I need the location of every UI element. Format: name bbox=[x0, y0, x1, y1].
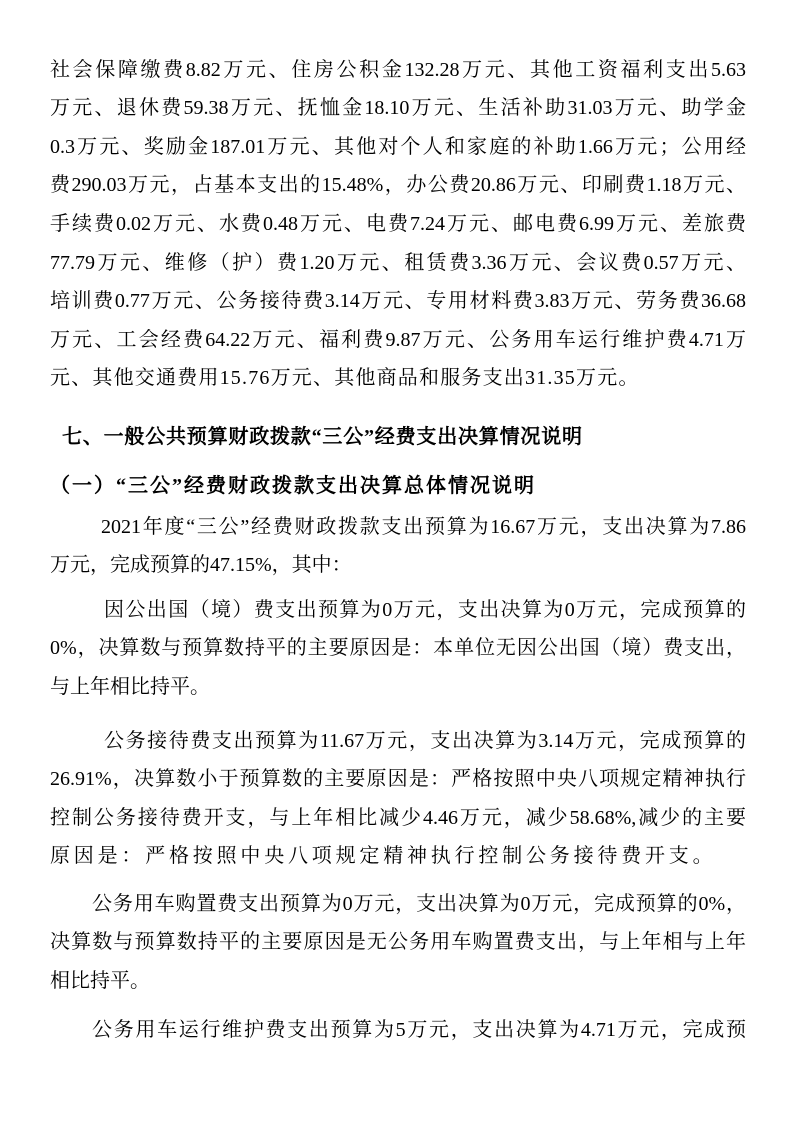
paragraph-line: 公务接待费支出预算为11.67万元，支出决算为3.14万元，完成预算的 bbox=[104, 729, 746, 752]
expense-breakdown-paragraph bbox=[50, 51, 746, 398]
vehicle-operation-paragraph bbox=[50, 1011, 746, 1050]
paragraph-line: 0%，决算数与预算数持平的主要原因是：本单位无因公出国（境）费支出， bbox=[50, 637, 746, 660]
paragraph-line: 相比持平。 bbox=[50, 969, 150, 992]
paragraph-line: 2021年度“三公”经费财政拨款支出预算为16.67万元，支出决算为7.86 bbox=[101, 515, 746, 538]
paragraph-line: 元、其他交通费用15.76万元、其他商品和服务支出31.35万元。 bbox=[50, 367, 640, 390]
paragraph-line: 因公出国（境）费支出预算为0万元，支出决算为0万元，完成预算的 bbox=[104, 598, 746, 621]
paragraph-line: 77.79万元、维修（护）费1.20万元、租赁费3.36万元、会议费0.57万元、 bbox=[50, 251, 746, 274]
paragraph-line: 万元、退休费59.38万元、抚恤金18.10万元、生活补助31.03万元、助学金 bbox=[50, 97, 746, 120]
paragraph-line: 与上年相比持平。 bbox=[50, 675, 210, 698]
paragraph-line: 社会保障缴费8.82万元、住房公积金132.28万元、其他工资福利支出5.63 bbox=[50, 58, 746, 81]
section-heading: 七、一般公共预算财政拨款“三公”经费支出决算情况说明 bbox=[62, 425, 583, 448]
paragraph-line: 0.3万元、奖励金187.01万元、其他对个人和家庭的补助1.66万元；公用经 bbox=[50, 135, 746, 158]
paragraph-line: 公务用车购置费支出预算为0万元，支出决算为0万元，完成预算的0%， bbox=[92, 892, 746, 915]
official-reception-paragraph bbox=[50, 722, 746, 876]
paragraph-line: 手续费0.02万元、水费0.48万元、电费7.24万元、邮电费6.99万元、差旅费 bbox=[50, 213, 746, 236]
paragraph-line: 费290.03万元，占基本支出的15.48%，办公费20.86万元、印刷费1.18万元、 bbox=[50, 174, 746, 197]
three-public-total-paragraph bbox=[50, 508, 746, 585]
paragraph-line: 26.91%，决算数小于预算数的主要原因是：严格按照中央八项规定精神执行 bbox=[50, 768, 746, 791]
overseas-travel-paragraph bbox=[50, 591, 746, 707]
paragraph-line: 控制公务接待费开支，与上年相比减少4.46万元，减少58.68%,减少的主要 bbox=[50, 806, 746, 829]
paragraph-line: 原因是：严格按照中央八项规定精神执行控制公务接待费开支。 bbox=[50, 845, 717, 868]
subsection-heading: （一）“三公”经费财政拨款支出决算总体情况说明 bbox=[50, 474, 536, 497]
vehicle-purchase-paragraph bbox=[50, 885, 746, 1001]
paragraph-line: 万元、工会经费64.22万元、福利费9.87万元、公务用车运行维护费4.71万 bbox=[50, 328, 746, 351]
paragraph-line: 万元，完成预算的47.15%，其中： bbox=[50, 554, 352, 577]
paragraph-line: 培训费0.77万元、公务接待费3.14万元、专用材料费3.83万元、劳务费36.68 bbox=[50, 290, 746, 313]
paragraph-line: 决算数与预算数持平的主要原因是无公务用车购置费支出，与上年相与上年 bbox=[50, 931, 746, 954]
paragraph-line: 公务用车运行维护费支出预算为5万元，支出决算为4.71万元，完成预 bbox=[92, 1018, 746, 1041]
